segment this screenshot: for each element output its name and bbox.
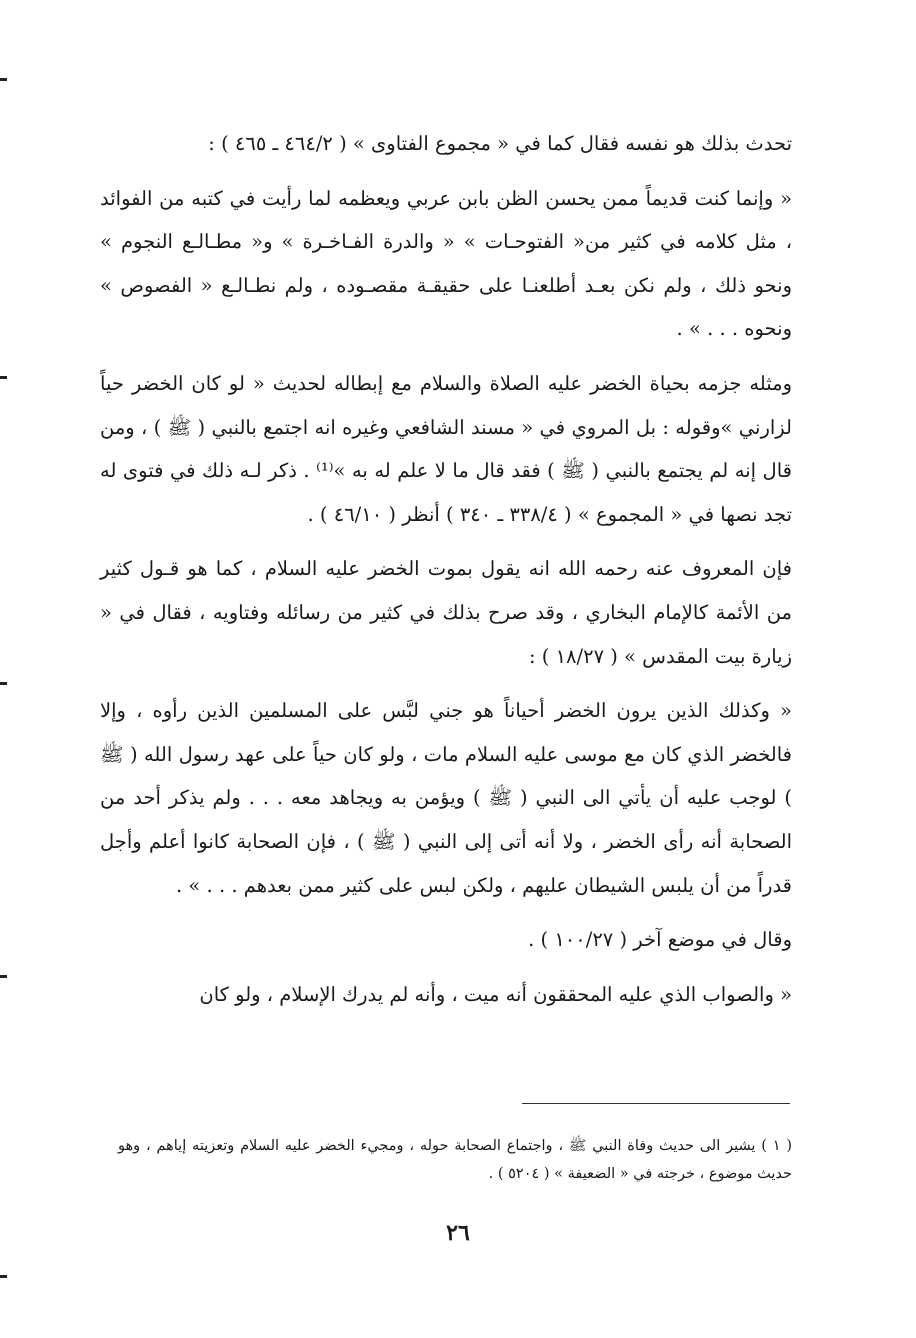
main-text <box>100 122 792 1016</box>
paragraph-khidr-death: فإن المعروف عنه رحمه الله انه يقول بموت الخضر عليه السلام ، كما هو قـول كثير من الأئمة كالإمام البخاري ، وقد صرح بذلك في كثير من رسائله وفتاويه ، فقال في « زيارة بيت المقدس » ( ١٨/٢٧ ) : <box>100 557 792 668</box>
footnote-text: ( ١ ) يشير الى حديث وفاة النبي ﷺ ، واجتماع الصحابة حوله ، ومجيء الخضر عليه السلام وتعزيته إياهم ، وهو حديث موضوع ، خرجته في « الضعيفة » ( ٥٢٠٤ ) . <box>118 1138 792 1182</box>
paragraph-quote-ibn-arabi: « وإنما كنت قديماً ممن يحسن الظن بابن عربي ويعظمه لما رأيت في كتبه من الفوائد ، مثل كلامه في كثير من« الفتوحـات » « والدرة الفـاخـرة » و« مطـالـع النجوم » ونحو ذلك ، ولم نكن بعـد أطلعنـا على حقيقـة مقصـوده ، ولم نطـالـع « الفصوص » ونحوه . . . » . <box>100 186 792 341</box>
paragraph-khidr-life: ومثله جزمه بحياة الخضر عليه الصلاة والسلام مع إبطاله لحديث « لو كان الخضر حياً لزارني »وقوله : بل المروي في « مسند الشافعي وغيره انه اجتمع بالنبي ( ﷺ ) ، ومن قال إنه لم يجتمع بالنبي ( ﷺ ) فقد قال ما لا علم له به »⁽¹⁾ . ذكر لـه ذلك في فتوى له تجد نصها في « المجموع » ( ٣٣٨/٤ ـ ٣٤٠ ) أنظر ( ٤٦/١٠ ) . <box>100 371 792 526</box>
footnote-divider <box>522 1103 790 1104</box>
paragraph-intro: تحدث بذلك هو نفسه فقال كما في « مجموع الفتاوى » ( ٤٦٤/٢ ـ ٤٦٥ ) : <box>208 132 792 155</box>
paragraph-quote-jinn: « وكذلك الذين يرون الخضر أحياناً هو جني لبَّس على المسلمين الذين رأوه ، وإلا فالخضر الذي كان مع موسى عليه السلام مات ، ولو كان حياً على عهد رسول الله ( ﷺ ) لوجب عليه أن يأتي الى النبي ( ﷺ ) ويؤمن به ويجاهد معه . . . ولم يذكر أحد من الصحابة أنه رأى الخضر ، ولا أنه أتى إلى النبي ( ﷺ ) ، فإن الصحابة كانوا أعلم وأجل قدراً من أن يلبس الشيطان عليهم ، ولكن لبس على كثير ممن بعدهم . . . » . <box>100 699 793 897</box>
paragraph-another-place: وقال في موضع آخر ( ١٠٠/٢٧ ) . <box>528 928 792 952</box>
paragraph-quote-correct: « والصواب الذي عليه المحققون أنه ميت ، وأنه لم يدرك الإسلام ، ولو كان <box>199 982 792 1006</box>
margin-tick <box>0 682 7 685</box>
margin-tick <box>0 1275 7 1278</box>
margin-tick <box>0 78 7 81</box>
footnote <box>118 1132 792 1188</box>
page-number: ٢٦ <box>446 1220 470 1246</box>
margin-tick <box>0 376 7 379</box>
margin-tick <box>0 975 7 978</box>
